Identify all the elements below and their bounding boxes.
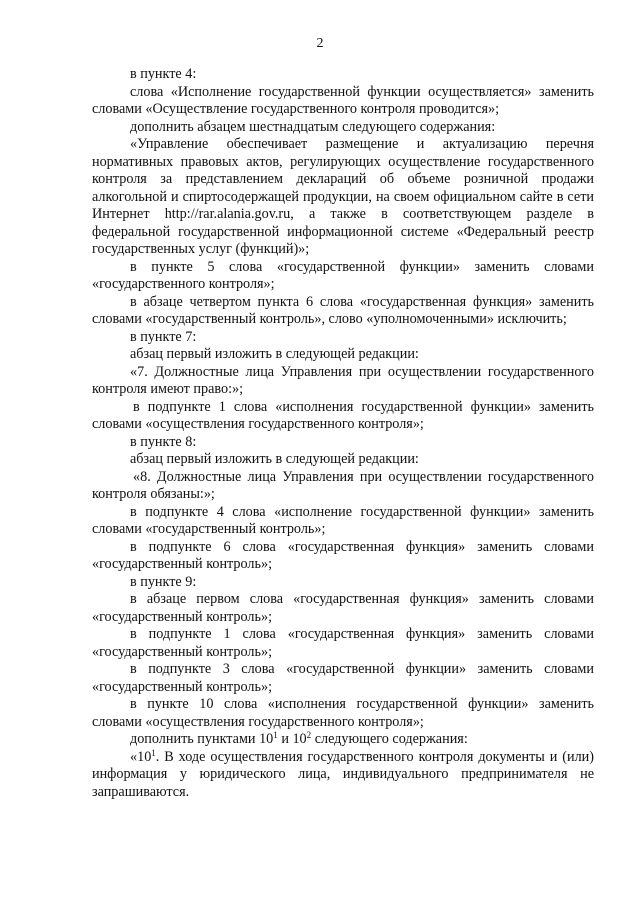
paragraph-add-points — [92, 731, 594, 749]
paragraph: в подпункте 1 слова «исполнения государственной функции» заменить словами «осуществления государственного контроля»; — [92, 398, 594, 432]
superscript: 1 — [151, 747, 156, 758]
paragraph: в подпункте 4 слова «исполнение государственной функции» заменить словами «государственный контроль»; — [92, 503, 594, 537]
paragraph: в абзаце четвертом пункта 6 слова «государственная функция» заменить словами «государственный контроль», слово «уполномоченными» исключить; — [92, 293, 594, 327]
document-body — [92, 66, 594, 801]
text-run: дополнить пунктами 10 — [130, 731, 274, 747]
paragraph: «Управление обеспечивает размещение и актуализацию перечня нормативных правовых актов, регулирующих осуществление государственного контроля за представлением деклараций об объеме розничной продажи алкогольной и спиртосодержащей продукции, на своем официальном сайте в сети Интернет http://rar.alania.gov.ru, а также в соответствующем разделе в федеральной государственной информационной системе «Федеральный реестр государственных услуг (функций)»; — [92, 136, 594, 257]
paragraph: дополнить абзацем шестнадцатым следующего содержания: — [130, 118, 496, 135]
paragraph: в подпункте 6 слова «государственная функция» заменить словами «государственный контроль»; — [92, 538, 594, 572]
paragraph: в пункте 8: — [130, 433, 197, 450]
superscript: 2 — [306, 730, 312, 740]
page-number: 2 — [316, 36, 324, 51]
paragraph: в пункте 4: — [130, 66, 197, 82]
paragraph: в подпункте 1 слова «государственная функция» заменить словами «государственный контроль»; — [92, 626, 594, 660]
text-run: . В ходе осуществления государственного контроля документы и (или) информация у юридического лица, индивидуального предпринимателя не запрашиваются. — [92, 748, 594, 800]
paragraph: в пункте 9: — [130, 573, 197, 590]
paragraph: абзац первый изложить в следующей редакции: — [130, 451, 419, 467]
paragraph: слова «Исполнение государственной функции осуществляется» заменить словами «Осуществление государственного контроля проводится»; — [92, 83, 594, 117]
paragraph: в подпункте 3 слова «государственной функции» заменить словами «государственный контроль»; — [92, 661, 594, 695]
paragraph: в пункте 7: — [130, 328, 197, 345]
paragraph: в пункте 5 слова «государственной функции» заменить словами «государственного контроля»; — [92, 258, 594, 292]
paragraph: абзац первый изложить в следующей редакции: — [130, 346, 419, 362]
text-run: «10 — [130, 748, 152, 765]
paragraph-point-10-1 — [92, 749, 594, 802]
paragraph: в пункте 10 слова «исполнения государственной функции» заменить словами «осуществления государственного контроля»; — [92, 696, 594, 730]
paragraph: в абзаце первом слова «государственная функция» заменить словами «государственный контроль»; — [92, 591, 594, 625]
text-run: и 10 — [277, 731, 307, 747]
paragraph: «8. Должностные лица Управления при осуществлении государственного контроля обязаны:»; — [92, 468, 594, 502]
text-run: следующего содержания: — [311, 731, 468, 747]
superscript: 1 — [273, 730, 278, 740]
paragraph: «7. Должностные лица Управления при осуществлении государственного контроля имеют право:»; — [92, 363, 594, 397]
